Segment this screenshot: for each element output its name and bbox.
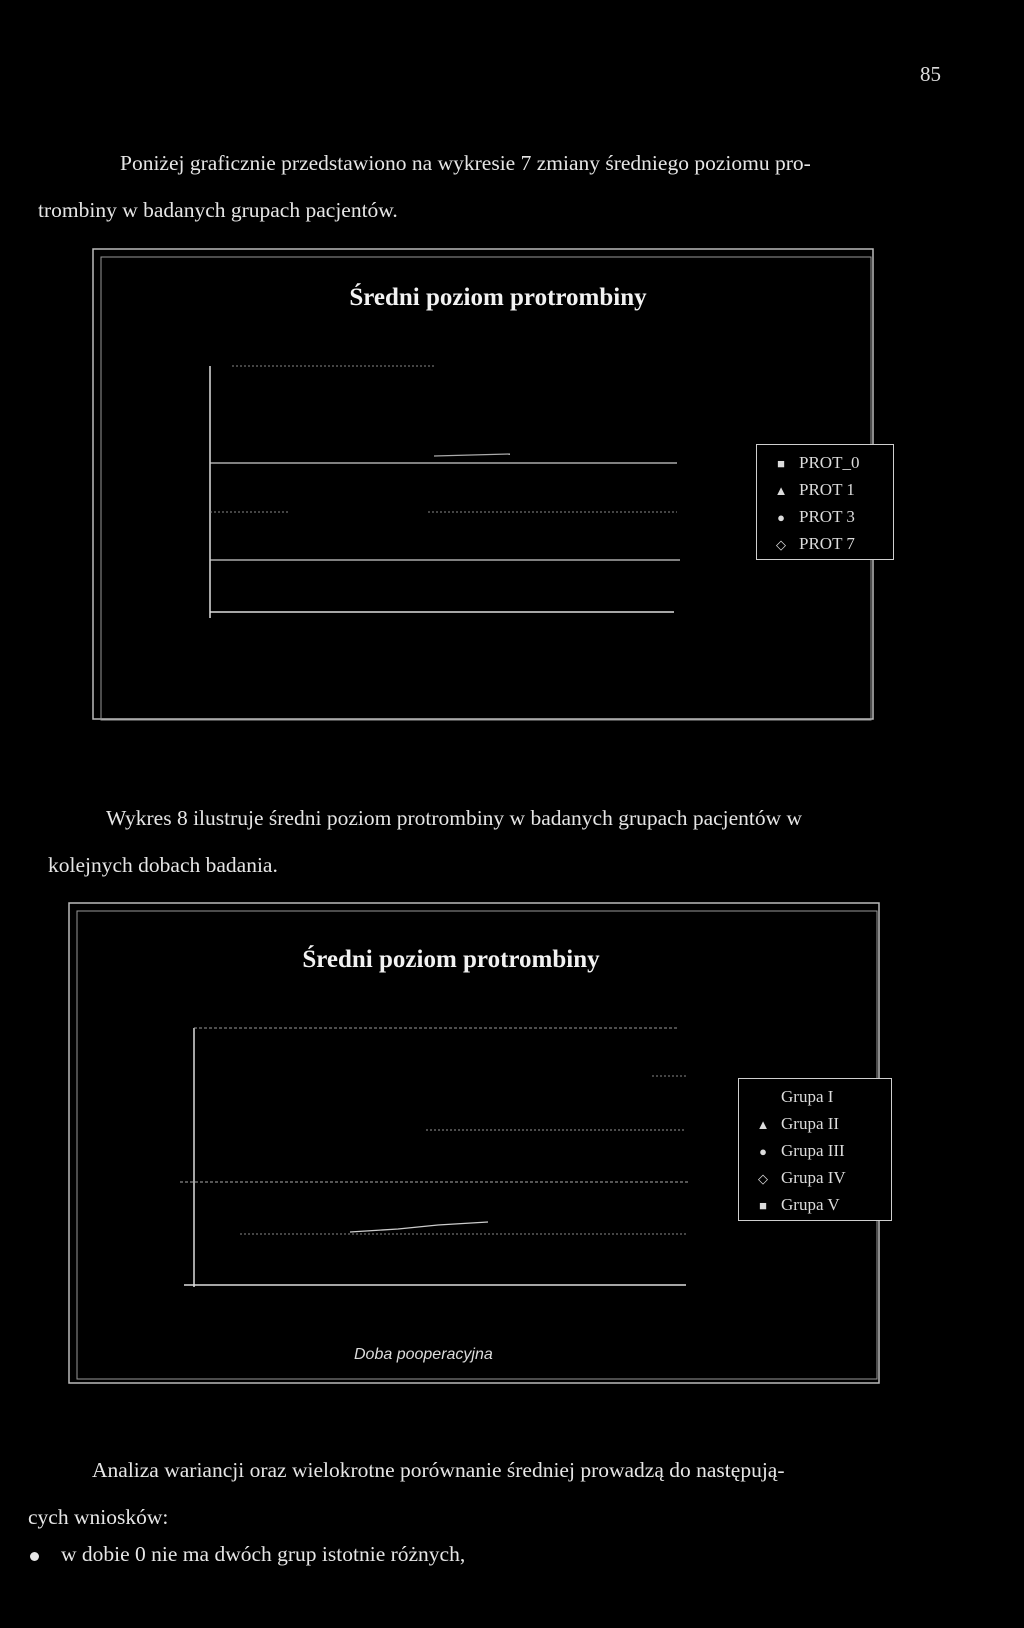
square-marker-icon: ■ bbox=[777, 456, 785, 471]
paragraph-line: kolejnych dobach badania. bbox=[48, 853, 278, 877]
paragraph-analysis bbox=[28, 1447, 948, 1541]
diamond-marker-icon: ◇ bbox=[776, 537, 786, 552]
paragraph-line: Wykres 8 ilustruje średni poziom protrombiny w badanych grupach pacjentów w bbox=[106, 806, 803, 830]
chart-legend bbox=[756, 444, 894, 560]
legend-label: PROT 1 bbox=[799, 480, 855, 499]
paragraph-intro-chart8 bbox=[48, 795, 948, 889]
chart-1-series-line bbox=[434, 454, 510, 456]
bullet-text: w dobie 0 nie ma dwóch grup istotnie różnych, bbox=[61, 1542, 466, 1566]
chart-mean-prothrombin-1 bbox=[92, 248, 904, 753]
legend-label: Grupa II bbox=[781, 1114, 840, 1133]
x-axis-label: Doba pooperacyjna bbox=[354, 1346, 493, 1363]
legend-label: Grupa V bbox=[781, 1195, 840, 1214]
legend-item bbox=[763, 476, 887, 503]
legend-item bbox=[763, 449, 887, 476]
diamond-marker-icon: ◇ bbox=[758, 1171, 768, 1186]
paragraph-line: Analiza wariancji oraz wielokrotne porównanie średniej prowadzą do następują- bbox=[92, 1458, 785, 1482]
legend-item bbox=[745, 1083, 885, 1110]
circle-marker-icon: ● bbox=[759, 1144, 767, 1159]
legend-item bbox=[745, 1137, 885, 1164]
paragraph-line: trombiny w badanych grupach pacjentów. bbox=[38, 198, 398, 222]
bullet-dot-icon bbox=[30, 1552, 39, 1561]
paragraph-line: Poniżej graficznie przedstawiono na wykresie 7 zmiany średniego poziomu pro- bbox=[120, 151, 811, 175]
legend-label: Grupa III bbox=[781, 1141, 845, 1160]
circle-marker-icon: ● bbox=[777, 510, 785, 525]
legend-label: Grupa I bbox=[781, 1087, 834, 1106]
legend-item bbox=[745, 1164, 885, 1191]
page-number: 85 bbox=[920, 62, 941, 86]
legend-label: PROT_0 bbox=[799, 453, 860, 472]
legend-item bbox=[745, 1110, 885, 1137]
paragraph-intro-chart7 bbox=[38, 140, 938, 234]
paragraph-line: cych wniosków: bbox=[28, 1505, 169, 1529]
chart-title: Średni poziom protrombiny bbox=[302, 946, 600, 973]
chart-2-series-line bbox=[350, 1222, 488, 1232]
triangle-marker-icon: ▲ bbox=[774, 483, 788, 498]
legend-item bbox=[745, 1191, 885, 1218]
legend-label: PROT 3 bbox=[799, 507, 855, 526]
legend-item bbox=[763, 530, 887, 557]
square-marker-icon: ■ bbox=[759, 1198, 767, 1213]
chart-mean-prothrombin-2 bbox=[68, 902, 890, 1407]
legend-item bbox=[763, 503, 887, 530]
triangle-marker-icon: ▲ bbox=[756, 1117, 770, 1132]
bullet-item bbox=[30, 1542, 465, 1567]
chart-title: Średni poziom protrombiny bbox=[349, 284, 647, 311]
legend-label: Grupa IV bbox=[781, 1168, 846, 1187]
chart-legend bbox=[738, 1078, 892, 1221]
legend-label: PROT 7 bbox=[799, 534, 855, 553]
